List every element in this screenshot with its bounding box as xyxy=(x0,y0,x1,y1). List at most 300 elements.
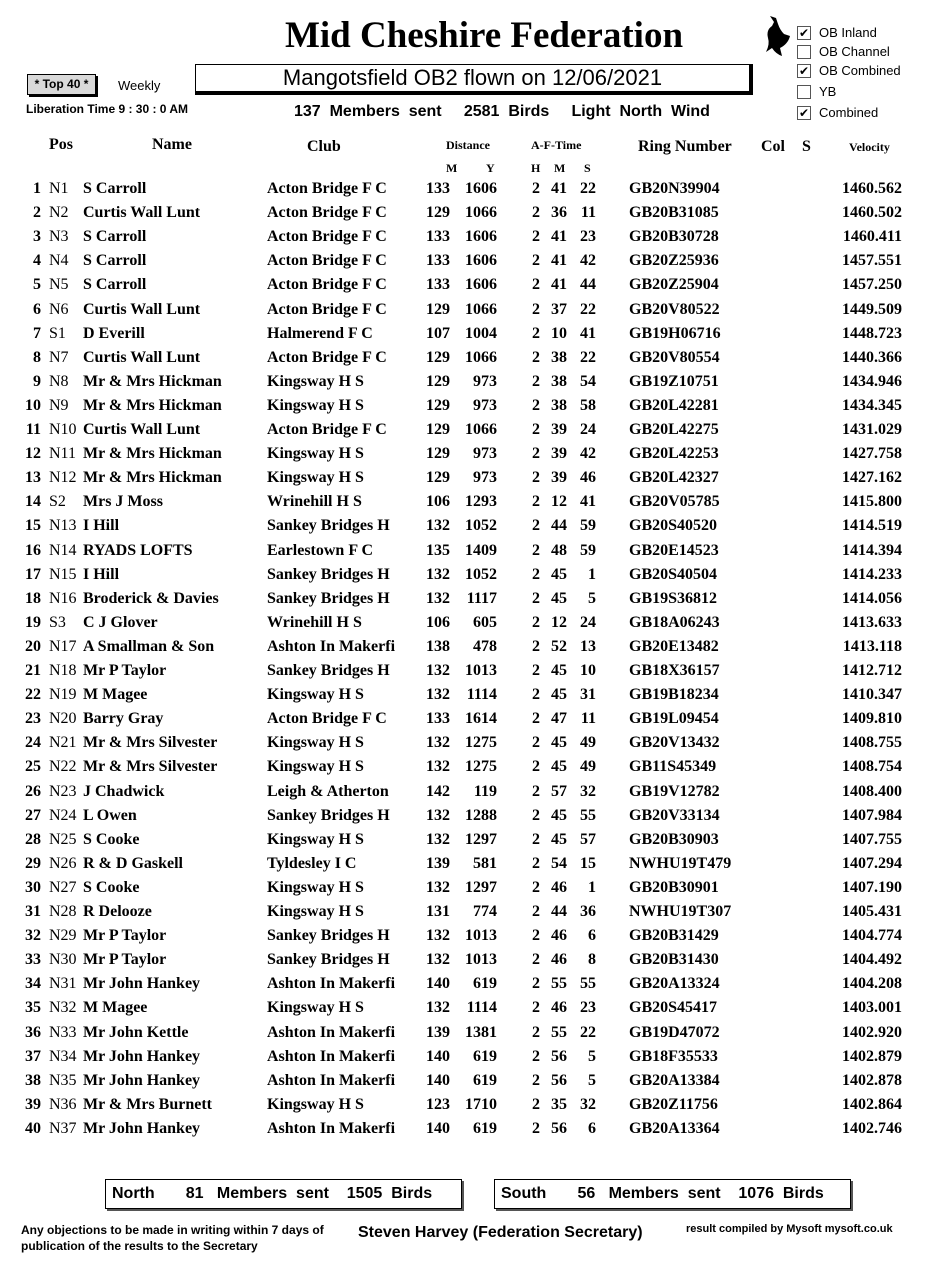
velocity-cell: 1410.347 xyxy=(842,686,902,704)
option-label: OB Inland xyxy=(819,25,877,40)
hours-cell: 2 xyxy=(532,1071,540,1089)
club-cell: Sankey Bridges H xyxy=(267,662,390,679)
ring-cell: GB20S40504 xyxy=(629,565,718,583)
minutes-cell: 44 xyxy=(551,903,567,920)
table-row xyxy=(0,1024,949,1048)
miles-cell: 140 xyxy=(426,1047,450,1065)
option-yb[interactable] xyxy=(797,84,836,100)
section-cell: N19 xyxy=(49,686,77,704)
ring-cell: NWHU19T479 xyxy=(629,854,732,872)
section-cell: N18 xyxy=(49,662,77,679)
name-cell: S Cooke xyxy=(83,830,140,848)
velocity-cell: 1404.208 xyxy=(842,975,902,993)
club-cell: Wrinehill H S xyxy=(267,493,362,511)
hours-cell: 2 xyxy=(532,204,540,222)
pos-cell: 28 xyxy=(25,830,41,848)
section-cell: N11 xyxy=(49,445,76,463)
checkbox-yb[interactable] xyxy=(797,85,811,99)
section-cell: N33 xyxy=(49,1023,77,1041)
name-cell: D Everill xyxy=(83,324,145,342)
name-cell: Curtis Wall Lunt xyxy=(83,348,201,366)
option-ob-inland[interactable] xyxy=(797,25,877,41)
col-ring: Ring Number xyxy=(638,138,732,155)
yards-cell: 973 xyxy=(473,372,497,390)
minutes-cell: 46 xyxy=(551,878,567,896)
club-cell: Kingsway H S xyxy=(267,903,364,920)
seconds-cell: 22 xyxy=(580,348,596,366)
velocity-cell: 1431.029 xyxy=(842,421,902,438)
velocity-cell: 1402.879 xyxy=(842,1047,902,1065)
minutes-cell: 45 xyxy=(551,734,567,752)
minutes-cell: 55 xyxy=(551,1023,567,1041)
yards-cell: 1606 xyxy=(465,228,497,246)
miles-cell: 132 xyxy=(426,565,450,583)
miles-cell: 132 xyxy=(426,517,450,535)
col-pos: Pos xyxy=(49,136,73,153)
hours-cell: 2 xyxy=(532,613,540,631)
velocity-cell: 1414.056 xyxy=(842,589,902,607)
ring-cell: GB20E13482 xyxy=(629,637,719,655)
table-row xyxy=(0,204,949,228)
table-row xyxy=(0,493,949,517)
minutes-cell: 56 xyxy=(551,1119,567,1137)
name-cell: Curtis Wall Lunt xyxy=(83,204,201,222)
velocity-cell: 1427.162 xyxy=(842,469,902,487)
name-cell: S Carroll xyxy=(83,252,147,270)
name-cell: S Carroll xyxy=(83,276,147,294)
hours-cell: 2 xyxy=(532,710,540,728)
club-cell: Earlestown F C xyxy=(267,541,374,559)
pos-cell: 31 xyxy=(25,903,41,920)
table-row xyxy=(0,397,949,421)
table-row xyxy=(0,373,949,397)
miles-cell: 129 xyxy=(426,300,450,318)
hours-cell: 2 xyxy=(532,662,540,679)
pos-cell: 36 xyxy=(25,1023,41,1041)
hours-cell: 2 xyxy=(532,758,540,776)
yards-cell: 1114 xyxy=(466,686,497,704)
yards-cell: 1114 xyxy=(466,999,497,1017)
hours-cell: 2 xyxy=(532,300,540,318)
hours-cell: 2 xyxy=(532,637,540,655)
minutes-cell: 46 xyxy=(551,951,567,969)
ring-cell: GB20A13364 xyxy=(629,1119,720,1137)
miles-cell: 132 xyxy=(426,734,450,752)
club-cell: Acton Bridge F C xyxy=(267,228,387,246)
col-hours: H xyxy=(531,161,541,175)
table-row xyxy=(0,517,949,541)
seconds-cell: 24 xyxy=(580,613,596,631)
ring-cell: GB20Z25936 xyxy=(629,252,719,270)
section-cell: N29 xyxy=(49,927,77,945)
hours-cell: 2 xyxy=(532,999,540,1017)
seconds-cell: 22 xyxy=(580,180,596,197)
ring-cell: GB20N39904 xyxy=(629,180,720,197)
minutes-cell: 47 xyxy=(551,710,567,728)
miles-cell: 107 xyxy=(426,324,450,342)
section-cell: N12 xyxy=(49,469,77,487)
ring-cell: GB20L42275 xyxy=(629,421,719,438)
ring-cell: GB20E14523 xyxy=(629,541,719,559)
hours-cell: 2 xyxy=(532,878,540,896)
seconds-cell: 49 xyxy=(580,758,596,776)
minutes-cell: 41 xyxy=(551,228,567,246)
velocity-cell: 1457.250 xyxy=(842,276,902,294)
ring-cell: GB20A13324 xyxy=(629,975,720,993)
name-cell: L Owen xyxy=(83,806,137,824)
ring-cell: GB19B18234 xyxy=(629,686,719,704)
miles-cell: 129 xyxy=(426,396,450,414)
miles-cell: 106 xyxy=(426,613,450,631)
yards-cell: 605 xyxy=(473,613,497,631)
ring-cell: GB19H06716 xyxy=(629,324,721,342)
pos-cell: 6 xyxy=(33,300,41,318)
pos-cell: 2 xyxy=(33,204,41,222)
table-row xyxy=(0,807,949,831)
yards-cell: 619 xyxy=(473,1071,497,1089)
name-cell: Mr P Taylor xyxy=(83,951,167,969)
ring-cell: GB19D47072 xyxy=(629,1023,720,1041)
ring-cell: GB20B30901 xyxy=(629,878,719,896)
table-row xyxy=(0,662,949,686)
seconds-cell: 5 xyxy=(588,1047,596,1065)
pos-cell: 29 xyxy=(25,854,41,872)
velocity-cell: 1407.294 xyxy=(842,854,902,872)
club-cell: Halmerend F C xyxy=(267,324,373,342)
name-cell: Mrs J Moss xyxy=(83,493,163,511)
name-cell: RYADS LOFTS xyxy=(83,541,193,559)
hours-cell: 2 xyxy=(532,927,540,945)
table-row xyxy=(0,1120,949,1144)
table-row xyxy=(0,469,949,493)
club-cell: Acton Bridge F C xyxy=(267,276,387,294)
club-cell: Sankey Bridges H xyxy=(267,951,390,969)
col-distance: Distance xyxy=(446,138,490,152)
pos-cell: 24 xyxy=(25,734,41,752)
hours-cell: 2 xyxy=(532,1047,540,1065)
pos-cell: 26 xyxy=(25,782,41,800)
seconds-cell: 41 xyxy=(580,493,596,511)
section-cell: N15 xyxy=(49,565,77,583)
name-cell: Barry Gray xyxy=(83,710,164,728)
hours-cell: 2 xyxy=(532,1119,540,1137)
minutes-cell: 45 xyxy=(551,758,567,776)
name-cell: Mr & Mrs Silvester xyxy=(83,734,218,752)
seconds-cell: 11 xyxy=(580,710,596,728)
name-cell: S Carroll xyxy=(83,228,147,246)
miles-cell: 129 xyxy=(426,372,450,390)
velocity-cell: 1427.758 xyxy=(842,445,902,463)
ring-cell: GB20B31085 xyxy=(629,204,719,222)
club-cell: Acton Bridge F C xyxy=(267,710,387,728)
minutes-cell: 56 xyxy=(551,1047,567,1065)
yards-cell: 1293 xyxy=(465,493,497,511)
yards-cell: 1297 xyxy=(465,878,497,896)
option-ob-combined[interactable] xyxy=(797,63,901,79)
miles-cell: 138 xyxy=(426,637,450,655)
ring-cell: GB20B30903 xyxy=(629,830,719,848)
section-cell: N2 xyxy=(49,204,69,222)
top-40-badge: * Top 40 * xyxy=(27,74,96,95)
velocity-cell: 1412.712 xyxy=(842,662,902,679)
minutes-cell: 39 xyxy=(551,469,567,487)
yards-cell: 1288 xyxy=(465,806,497,824)
hours-cell: 2 xyxy=(532,445,540,463)
table-row xyxy=(0,831,949,855)
checkbox-ob-channel[interactable] xyxy=(797,45,811,59)
section-cell: N20 xyxy=(49,710,77,728)
table-row xyxy=(0,325,949,349)
velocity-cell: 1408.755 xyxy=(842,734,902,752)
hours-cell: 2 xyxy=(532,252,540,270)
col-miles: M xyxy=(446,161,458,175)
col-club: Club xyxy=(307,138,341,155)
table-row xyxy=(0,1048,949,1072)
hours-cell: 2 xyxy=(532,589,540,607)
club-cell: Ashton In Makerfi xyxy=(267,1047,396,1065)
section-cell: N5 xyxy=(49,276,69,294)
velocity-cell: 1407.984 xyxy=(842,806,902,824)
miles-cell: 129 xyxy=(426,445,450,463)
yards-cell: 1052 xyxy=(465,517,497,535)
velocity-cell: 1460.502 xyxy=(842,204,902,222)
seconds-cell: 1 xyxy=(588,878,596,896)
seconds-cell: 10 xyxy=(580,662,596,679)
name-cell: Mr P Taylor xyxy=(83,927,167,945)
name-cell: Mr & Mrs Burnett xyxy=(83,1095,212,1113)
seconds-cell: 1 xyxy=(588,565,596,583)
option-label: OB Channel xyxy=(819,44,890,59)
miles-cell: 129 xyxy=(426,469,450,487)
yards-cell: 1614 xyxy=(465,710,497,728)
miles-cell: 132 xyxy=(426,927,450,945)
checkbox-ob-inland[interactable]: ✔ xyxy=(798,26,810,40)
col-s: S xyxy=(802,138,811,155)
pigeon-logo-icon xyxy=(762,14,792,56)
table-row xyxy=(0,276,949,300)
section-cell: N23 xyxy=(49,782,77,800)
velocity-cell: 1402.878 xyxy=(842,1071,902,1089)
minutes-cell: 57 xyxy=(551,782,567,800)
yards-cell: 973 xyxy=(473,445,497,463)
table-row xyxy=(0,252,949,276)
pos-cell: 23 xyxy=(25,710,41,728)
seconds-cell: 5 xyxy=(588,1071,596,1089)
pos-cell: 3 xyxy=(33,228,41,246)
table-row xyxy=(0,927,949,951)
seconds-cell: 42 xyxy=(580,445,596,463)
minutes-cell: 38 xyxy=(551,372,567,390)
club-cell: Sankey Bridges H xyxy=(267,806,390,824)
yards-cell: 1409 xyxy=(465,541,497,559)
club-cell: Kingsway H S xyxy=(267,758,364,776)
pos-cell: 4 xyxy=(33,252,41,270)
table-row xyxy=(0,638,949,662)
hours-cell: 2 xyxy=(532,276,540,294)
hours-cell: 2 xyxy=(532,348,540,366)
section-cell: N4 xyxy=(49,252,69,270)
ring-cell: GB20V80522 xyxy=(629,300,720,318)
miles-cell: 135 xyxy=(426,541,450,559)
pos-cell: 12 xyxy=(25,445,41,463)
minutes-cell: 41 xyxy=(551,180,567,197)
ring-cell: GB20B30728 xyxy=(629,228,719,246)
ring-cell: GB20Z11756 xyxy=(629,1095,718,1113)
ring-cell: GB19Z10751 xyxy=(629,372,719,390)
pos-cell: 15 xyxy=(25,517,41,535)
miles-cell: 129 xyxy=(426,348,450,366)
miles-cell: 133 xyxy=(426,180,450,197)
checkbox-ob-combined[interactable]: ✔ xyxy=(798,64,810,78)
compiled-by: result compiled by Mysoft mysoft.co.uk xyxy=(686,1223,893,1235)
seconds-cell: 46 xyxy=(580,469,596,487)
velocity-cell: 1434.345 xyxy=(842,396,902,414)
section-cell: N1 xyxy=(49,180,69,197)
velocity-cell: 1413.118 xyxy=(842,637,902,655)
table-row xyxy=(0,542,949,566)
name-cell: Mr & Mrs Hickman xyxy=(83,469,222,487)
minutes-cell: 41 xyxy=(551,276,567,294)
club-cell: Leigh & Atherton xyxy=(267,782,389,800)
yards-cell: 1275 xyxy=(465,734,497,752)
velocity-cell: 1407.190 xyxy=(842,878,902,896)
yards-cell: 1013 xyxy=(465,951,497,969)
velocity-cell: 1449.509 xyxy=(842,300,902,318)
miles-cell: 132 xyxy=(426,758,450,776)
name-cell: Mr & Mrs Hickman xyxy=(83,396,222,414)
section-cell: N14 xyxy=(49,541,77,559)
name-cell: Mr & Mrs Hickman xyxy=(83,445,222,463)
section-cell: N22 xyxy=(49,758,77,776)
option-combined[interactable] xyxy=(797,105,878,121)
minutes-cell: 35 xyxy=(551,1095,567,1113)
miles-cell: 106 xyxy=(426,493,450,511)
ring-cell: GB18A06243 xyxy=(629,613,720,631)
seconds-cell: 32 xyxy=(580,1095,596,1113)
option-label: Combined xyxy=(819,105,879,120)
name-cell: M Magee xyxy=(83,686,148,704)
ring-cell: GB20L42281 xyxy=(629,396,719,414)
seconds-cell: 6 xyxy=(588,1119,596,1137)
seconds-cell: 55 xyxy=(580,806,596,824)
seconds-cell: 44 xyxy=(580,276,596,294)
section-cell: N21 xyxy=(49,734,77,752)
hours-cell: 2 xyxy=(532,541,540,559)
minutes-cell: 46 xyxy=(551,999,567,1017)
hours-cell: 2 xyxy=(532,228,540,246)
club-cell: Acton Bridge F C xyxy=(267,180,387,197)
miles-cell: 132 xyxy=(426,686,450,704)
velocity-cell: 1402.864 xyxy=(842,1095,902,1113)
yards-cell: 619 xyxy=(473,1119,497,1137)
miles-cell: 140 xyxy=(426,975,450,993)
yards-cell: 1381 xyxy=(465,1023,497,1041)
club-cell: Kingsway H S xyxy=(267,878,364,896)
name-cell: R Delooze xyxy=(83,903,152,920)
table-row xyxy=(0,228,949,252)
hours-cell: 2 xyxy=(532,854,540,872)
miles-cell: 139 xyxy=(426,1023,450,1041)
section-cell: S3 xyxy=(49,613,66,631)
ring-cell: GB20L42327 xyxy=(629,469,719,487)
pos-cell: 13 xyxy=(25,469,41,487)
velocity-cell: 1448.723 xyxy=(842,324,902,342)
yards-cell: 973 xyxy=(473,469,497,487)
objections-note: Any objections to be made in writing within 7 days of publication of the results to the Secretary xyxy=(21,1223,324,1253)
hours-cell: 2 xyxy=(532,734,540,752)
table-row xyxy=(0,999,949,1023)
velocity-cell: 1414.394 xyxy=(842,541,902,559)
table-row xyxy=(0,758,949,782)
yards-cell: 1710 xyxy=(465,1095,497,1113)
yards-cell: 774 xyxy=(473,903,497,920)
section-cell: N9 xyxy=(49,396,69,414)
col-yards: Y xyxy=(486,161,495,175)
section-cell: N36 xyxy=(49,1095,77,1113)
minutes-cell: 45 xyxy=(551,565,567,583)
seconds-cell: 15 xyxy=(580,854,596,872)
minutes-cell: 45 xyxy=(551,806,567,824)
ring-cell: GB20B31430 xyxy=(629,951,719,969)
hours-cell: 2 xyxy=(532,372,540,390)
name-cell: Mr & Mrs Silvester xyxy=(83,758,218,776)
seconds-cell: 11 xyxy=(580,204,596,222)
ring-cell: GB20V80554 xyxy=(629,348,720,366)
period-label: Weekly xyxy=(118,78,161,93)
checkbox-combined[interactable]: ✔ xyxy=(798,106,810,120)
table-row xyxy=(0,445,949,469)
ring-cell: GB20B31429 xyxy=(629,927,719,945)
name-cell: Mr John Hankey xyxy=(83,975,201,993)
table-row xyxy=(0,686,949,710)
yards-cell: 119 xyxy=(473,782,497,800)
minutes-cell: 38 xyxy=(551,348,567,366)
table-row xyxy=(0,903,949,927)
table-row xyxy=(0,1096,949,1120)
club-cell: Ashton In Makerfi xyxy=(267,637,396,655)
miles-cell: 132 xyxy=(426,830,450,848)
pos-cell: 10 xyxy=(25,396,41,414)
section-cell: N10 xyxy=(49,421,77,438)
minutes-cell: 44 xyxy=(551,517,567,535)
option-ob-channel[interactable] xyxy=(797,44,890,60)
yards-cell: 1606 xyxy=(465,252,497,270)
name-cell: M Magee xyxy=(83,999,148,1017)
pos-cell: 14 xyxy=(25,493,41,511)
velocity-cell: 1413.633 xyxy=(842,613,902,631)
velocity-cell: 1402.746 xyxy=(842,1119,902,1137)
yards-cell: 1606 xyxy=(465,180,497,197)
seconds-cell: 36 xyxy=(580,903,596,920)
seconds-cell: 6 xyxy=(588,927,596,945)
minutes-cell: 37 xyxy=(551,300,567,318)
pos-cell: 16 xyxy=(25,541,41,559)
table-row xyxy=(0,180,949,204)
club-cell: Wrinehill H S xyxy=(267,613,362,631)
minutes-cell: 52 xyxy=(551,637,567,655)
club-cell: Ashton In Makerfi xyxy=(267,1071,396,1089)
table-row xyxy=(0,734,949,758)
hours-cell: 2 xyxy=(532,396,540,414)
name-cell: Curtis Wall Lunt xyxy=(83,300,201,318)
hours-cell: 2 xyxy=(532,686,540,704)
velocity-cell: 1402.920 xyxy=(842,1023,902,1041)
miles-cell: 133 xyxy=(426,276,450,294)
velocity-cell: 1409.810 xyxy=(842,710,902,728)
seconds-cell: 23 xyxy=(580,228,596,246)
pos-cell: 39 xyxy=(25,1095,41,1113)
club-cell: Kingsway H S xyxy=(267,469,364,487)
